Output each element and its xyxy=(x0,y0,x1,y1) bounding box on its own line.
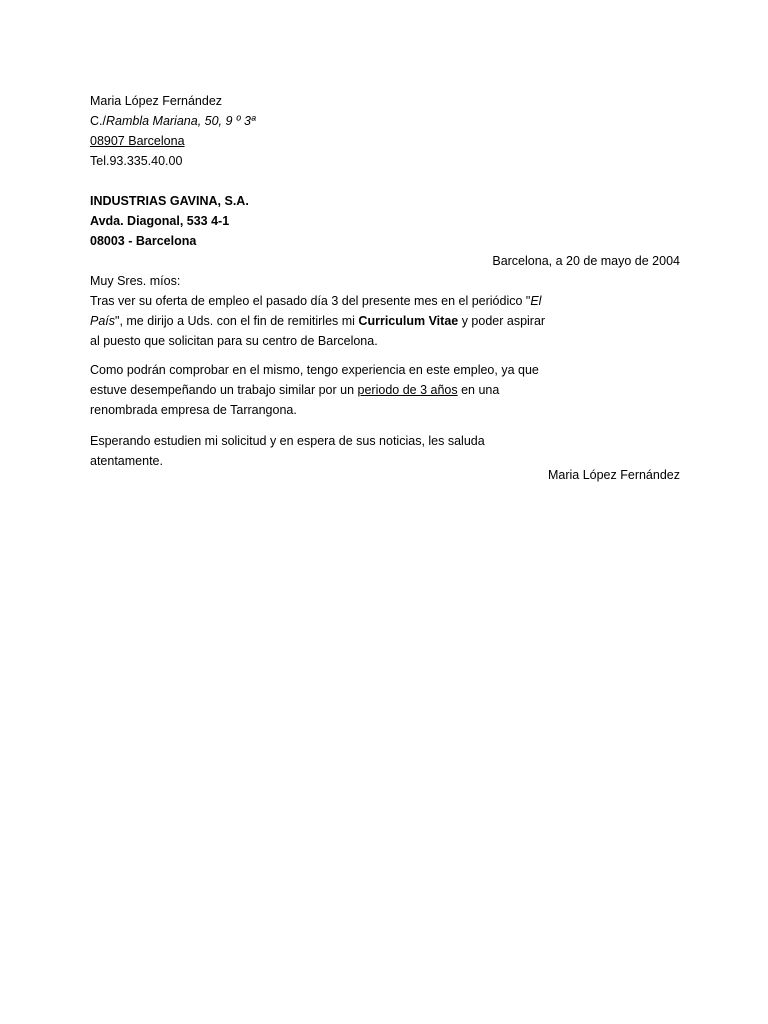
sender-street-prefix: C./ xyxy=(90,114,106,128)
p2-l2-text-b: en una xyxy=(457,383,500,397)
p1-l1-italic: El xyxy=(530,294,542,308)
recipient-company: INDUSTRIAS GAVINA, S.A. xyxy=(90,194,249,208)
p1-l1-text: Tras ver su oferta de empleo el pasado día 3 del presente mes en el periódico " xyxy=(90,294,531,308)
date-line-block xyxy=(90,251,680,271)
sender-name: Maria López Fernández xyxy=(90,94,223,108)
p2-l2-underline: periodo de 3 años xyxy=(357,383,458,397)
recipient-postal-city: 08003 - Barcelona xyxy=(90,234,197,248)
paragraph-3-line-1: Esperando estudien mi solicitud y en espera de sus noticias, les saluda xyxy=(90,434,485,448)
signature: Maria López Fernández xyxy=(547,468,680,482)
paragraph-1-line-2 xyxy=(90,311,560,331)
sender-postal-city-text: 08907 Barcelona xyxy=(90,134,185,148)
salutation: Muy Sres. míos: xyxy=(90,274,181,288)
recipient-block xyxy=(90,191,680,251)
p1-l2-italic: País xyxy=(90,314,116,328)
signature-block xyxy=(90,465,680,485)
p1-l2-text-b: y poder aspirar xyxy=(458,314,546,328)
date-line: Barcelona, a 20 de mayo de 2004 xyxy=(492,254,680,268)
paragraph-1-line-1 xyxy=(90,291,560,311)
paragraph-2 xyxy=(90,360,560,420)
salutation-block xyxy=(90,271,680,291)
p2-l2-text-a: estuve desempeñando un trabajo similar por un xyxy=(90,383,358,397)
p1-l2-text-a: ", me dirijo a Uds. con el fin de remitirles mi xyxy=(115,314,359,328)
paragraph-2-line-3: renombrada empresa de Tarrangona. xyxy=(90,403,297,417)
p1-l2-bold: Curriculum Vitae xyxy=(358,314,459,328)
recipient-address: Avda. Diagonal, 533 4-1 xyxy=(90,214,230,228)
paragraph-2-line-1: Como podrán comprobar en el mismo, tengo experiencia en este empleo, ya que xyxy=(90,363,539,377)
sender-phone: Tel.93.335.40.00 xyxy=(90,154,183,168)
sender-block xyxy=(90,91,680,171)
paragraph-1-line-3: al puesto que solicitan para su centro de Barcelona. xyxy=(90,334,378,348)
paragraph-1 xyxy=(90,291,560,351)
paragraph-2-line-2 xyxy=(90,380,560,400)
paragraph-3-line-2: atentamente. xyxy=(90,454,163,468)
sender-postal-city xyxy=(90,131,680,151)
sender-street xyxy=(90,111,680,131)
sender-street-rest: Rambla Mariana, 50, 9 º 3ª xyxy=(105,114,256,128)
